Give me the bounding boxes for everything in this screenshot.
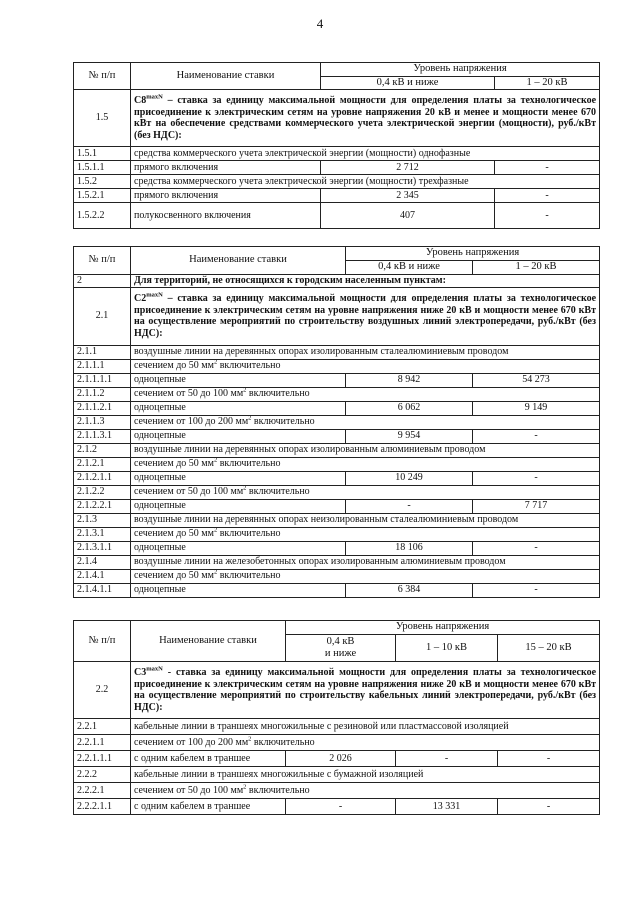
section-description: $С3^{maxN}$ - ставка за единицу максимальной мощности для определения платы за технологическое присоединение к электрическим сетям на уровне напряжения ниже 20 кВ и мощности менее 670 кВт на осуществление мероприятий по строительству кабельных линий электропередачи, руб./кВт (без НДС): [131, 662, 600, 719]
row-name: одноцепные [131, 471, 346, 485]
value-v120: - [473, 471, 600, 485]
row-num: 2.2.1 [74, 719, 131, 735]
value-v04: 8 942 [346, 373, 473, 387]
row-num: 1.5.2 [74, 175, 131, 189]
row-name: сечением от 50 до 100 $мм^2$ включительно [131, 783, 600, 799]
row-name: кабельные линии в траншеях многожильные с резиновой или пластмассовой изоляцией [131, 719, 600, 735]
value-v120: 9 149 [473, 401, 600, 415]
row-name: воздушные линии на деревянных опорах изолированным алюминиевым проводом [131, 443, 600, 457]
row-num: 2.1.3 [74, 513, 131, 527]
row-num: 2.2 [74, 662, 131, 719]
row-num: 1.5.1 [74, 147, 131, 161]
tariff-table-1 [73, 62, 600, 229]
row-name: прямого включения [131, 189, 321, 203]
value-v120: - [473, 583, 600, 597]
value-v04: 6 384 [346, 583, 473, 597]
header-voltage-level: Уровень напряжения [346, 247, 600, 261]
row-name: полукосвенного включения [131, 203, 321, 229]
row-name: сечением до 50 $мм^2$ включительно [131, 569, 600, 583]
page-number: 4 [316, 16, 324, 31]
row-name: одноцепные [131, 499, 346, 513]
value-v110: - [396, 751, 498, 767]
value-v1520: - [498, 799, 600, 815]
row-num: 2.1.1.2 [74, 387, 131, 401]
row-num: 2.2.2.1.1 [74, 799, 131, 815]
row-name: сечением до 50 $мм^2$ включительно [131, 457, 600, 471]
row-name: одноцепные [131, 429, 346, 443]
value-v120: - [473, 429, 600, 443]
header-v04: 0,4 кВ и ниже [286, 635, 396, 662]
row-num: 2.1.2.2 [74, 485, 131, 499]
row-name: сечением от 50 до 100 $мм^2$ включительно [131, 485, 600, 499]
row-name: сечением от 50 до 100 $мм^2$ включительно [131, 387, 600, 401]
value-v120: - [495, 161, 600, 175]
tariff-table-2 [73, 246, 600, 598]
header-num: № п/п [74, 621, 131, 662]
row-num: 2 [74, 275, 131, 288]
header-name: Наименование ставки [131, 247, 346, 275]
row-num: 2.1.4 [74, 555, 131, 569]
value-v1520: - [498, 751, 600, 767]
value-v120: - [473, 541, 600, 555]
value-v110: 13 331 [396, 799, 498, 815]
row-num: 2.1.4.1.1 [74, 583, 131, 597]
row-num: 2.1.2 [74, 443, 131, 457]
row-num: 2.1.1.1.1 [74, 373, 131, 387]
header-voltage-level: Уровень напряжения [286, 621, 600, 635]
row-name: средства коммерческого учета электрической энергии (мощности) трехфазные [131, 175, 600, 189]
row-num: 2.2.2.1 [74, 783, 131, 799]
row-num: 2.1.1.2.1 [74, 401, 131, 415]
value-v04: - [286, 799, 396, 815]
row-num: 2.2.1.1.1 [74, 751, 131, 767]
row-name: сечением до 50 $мм^2$ включительно [131, 527, 600, 541]
row-num: 2.1.2.1.1 [74, 471, 131, 485]
row-name: одноцепные [131, 541, 346, 555]
value-v04: - [346, 499, 473, 513]
row-num: 1.5 [74, 90, 131, 147]
value-v04: 18 106 [346, 541, 473, 555]
row-num: 2.1.4.1 [74, 569, 131, 583]
row-name: одноцепные [131, 583, 346, 597]
value-v120: 7 717 [473, 499, 600, 513]
header-v120: 1 – 20 кВ [495, 77, 600, 90]
value-v04: 9 954 [346, 429, 473, 443]
row-name: кабельные линии в траншеях многожильные с бумажной изоляцией [131, 767, 600, 783]
header-voltage-level: Уровень напряжения [321, 63, 600, 77]
row-num: 2.1.3.1.1 [74, 541, 131, 555]
row-name: средства коммерческого учета электрической энергии (мощности) однофазные [131, 147, 600, 161]
value-v04: 407 [321, 203, 495, 229]
row-name: прямого включения [131, 161, 321, 175]
value-v120: 54 273 [473, 373, 600, 387]
header-v1520: 15 – 20 кВ [498, 635, 600, 662]
header-v110: 1 – 10 кВ [396, 635, 498, 662]
row-num: 2.1.2.2.1 [74, 499, 131, 513]
row-num: 2.1.1.3.1 [74, 429, 131, 443]
row-num: 2.2.1.1 [74, 735, 131, 751]
value-v04: 2 712 [321, 161, 495, 175]
header-name: Наименование ставки [131, 63, 321, 90]
row-name: воздушные линии на деревянных опорах изолированным сталеалюминиевым проводом [131, 345, 600, 359]
row-num: 2.1.1.1 [74, 359, 131, 373]
row-name: сечением от 100 до 200 $мм^2$ включительно [131, 735, 600, 751]
value-v04: 2 026 [286, 751, 396, 767]
row-num: 1.5.1.1 [74, 161, 131, 175]
row-name: воздушные линии на деревянных опорах неизолированным сталеалюминиевым проводом [131, 513, 600, 527]
row-num: 1.5.2.2 [74, 203, 131, 229]
header-num: № п/п [74, 63, 131, 90]
row-num: 2.2.2 [74, 767, 131, 783]
group-title: Для территорий, не относящихся к городским населенным пунктам: [131, 275, 600, 288]
header-name: Наименование ставки [131, 621, 286, 662]
row-name: одноцепные [131, 401, 346, 415]
value-v04: 2 345 [321, 189, 495, 203]
section-description: $С2^{maxN}$ – ставка за единицу максимальной мощности для определения платы за технологическое присоединение к электрическим сетям на уровне напряжения ниже 20 кВ и мощности менее 670 кВт на осуществление мероприятий по строительству воздушных линий электропередачи, руб./кВт (без НДС): [131, 287, 600, 345]
row-num: 2.1.1.3 [74, 415, 131, 429]
tariff-table-3 [73, 620, 600, 815]
header-v04: 0,4 кВ и ниже [321, 77, 495, 90]
header-v04: 0,4 кВ и ниже [346, 261, 473, 275]
row-num: 2.1.3.1 [74, 527, 131, 541]
value-v120: - [495, 203, 600, 229]
header-num: № п/п [74, 247, 131, 275]
row-num: 2.1.2.1 [74, 457, 131, 471]
row-name: с одним кабелем в траншее [131, 799, 286, 815]
row-name: с одним кабелем в траншее [131, 751, 286, 767]
row-name: сечением до 50 $мм^2$ включительно [131, 359, 600, 373]
section-description: $С8^{maxN}$ – ставка за единицу максимальной мощности для определения платы за технологическое присоединение к электрическим сетям на уровне напряжения 20 кВ и менее и мощности менее 670 кВт на обеспечение средствами коммерческого учета электрической энергии (мощности), руб./кВт (без НДС): [131, 90, 600, 147]
value-v04: 10 249 [346, 471, 473, 485]
value-v120: - [495, 189, 600, 203]
value-v04: 6 062 [346, 401, 473, 415]
row-name: одноцепные [131, 373, 346, 387]
row-num: 1.5.2.1 [74, 189, 131, 203]
row-num: 2.1.1 [74, 345, 131, 359]
row-name: воздушные линии на железобетонных опорах изолированным алюминиевым проводом [131, 555, 600, 569]
row-name: сечением от 100 до 200 $мм^2$ включительно [131, 415, 600, 429]
row-num: 2.1 [74, 287, 131, 345]
header-v120: 1 – 20 кВ [473, 261, 600, 275]
